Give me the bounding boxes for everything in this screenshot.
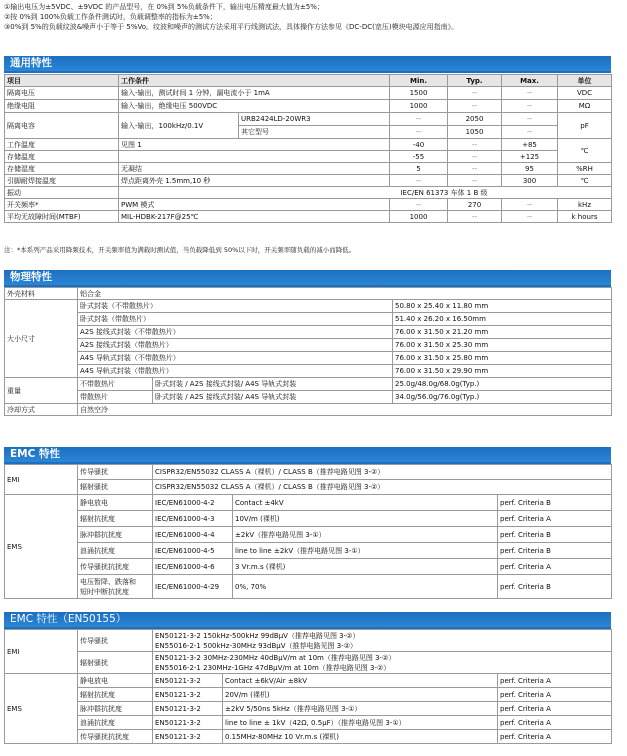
row-unit: ℃ bbox=[558, 139, 612, 163]
row-condition: IEC/EN 61373 车体 1 B 级 bbox=[119, 187, 612, 199]
table-row bbox=[5, 211, 612, 223]
table-row bbox=[5, 339, 612, 352]
emi-test: 辐射骚扰 bbox=[78, 652, 153, 674]
ems-standard: IEC/EN61000-4-4 bbox=[153, 527, 233, 543]
dip-label-line1: 电压暂降、跌落和 bbox=[80, 577, 136, 586]
ems-test: 脉冲群抗扰度 bbox=[78, 527, 153, 543]
ems-level: 3 Vr.m.s (裸机) bbox=[233, 559, 498, 575]
row-item: 开关频率* bbox=[5, 199, 119, 211]
row-min: -40 bbox=[390, 139, 448, 151]
ems-standard: IEC/EN61000-4-29 bbox=[153, 575, 233, 599]
weight-package: 卧式封装 / A2S 接线式封装/ A4S 导轨式封装 bbox=[153, 378, 393, 391]
ems-criteria: perf. Criteria A bbox=[498, 730, 612, 744]
general-table bbox=[4, 74, 612, 223]
general-divider bbox=[4, 71, 611, 73]
row-item: 引脚耐焊接温度 bbox=[5, 175, 119, 187]
ems-criteria: perf. Criteria A bbox=[498, 716, 612, 730]
table-row bbox=[5, 730, 612, 744]
header-item: 项目 bbox=[5, 75, 119, 87]
ems-label: EMS bbox=[5, 495, 78, 599]
table-row bbox=[5, 326, 612, 339]
ems-criteria: perf. Criteria A bbox=[498, 559, 612, 575]
ems-standard: EN50121-3-2 bbox=[153, 702, 223, 716]
ems-criteria: perf. Criteria A bbox=[498, 702, 612, 716]
ems-test bbox=[78, 575, 153, 599]
table-row bbox=[5, 511, 612, 527]
row-unit: kHz bbox=[558, 199, 612, 211]
header-condition: 工作条件 bbox=[119, 75, 390, 87]
weight-variant: 带散热片 bbox=[78, 391, 153, 404]
table-header bbox=[5, 75, 612, 87]
row-item: 振动 bbox=[5, 187, 119, 199]
header-typ: Typ. bbox=[448, 75, 502, 87]
ems-standard: EN50121-3-2 bbox=[153, 730, 223, 744]
row-max: -- bbox=[502, 211, 558, 223]
row-condition: 输入-输出，绝缘电压 500VDC bbox=[119, 100, 390, 113]
row-subcondition: URB2424LD-20WR3 bbox=[239, 113, 390, 126]
shell-label: 外壳材料 bbox=[5, 288, 78, 300]
ems-test: 静电放电 bbox=[78, 495, 153, 511]
row-typ: -- bbox=[448, 139, 502, 151]
ems-level: Contact ±4kV bbox=[233, 495, 498, 511]
physical-table bbox=[4, 287, 612, 416]
table-row bbox=[5, 559, 612, 575]
row-unit: pF bbox=[558, 113, 612, 139]
ems-standard: IEC/EN61000-4-6 bbox=[153, 559, 233, 575]
ems-standard: EN50121-3-2 bbox=[153, 688, 223, 702]
size-value: 76.00 x 31.50 x 25.30 mm bbox=[393, 339, 612, 352]
row-condition: 见图 1 bbox=[119, 139, 390, 151]
row-unit: ℃ bbox=[558, 175, 612, 187]
table-row bbox=[5, 163, 612, 175]
row-typ: 270 bbox=[448, 199, 502, 211]
general-section-title: 通用特性 bbox=[4, 56, 611, 71]
weight-label: 重量 bbox=[5, 378, 78, 404]
table-row bbox=[5, 391, 612, 404]
row-typ: -- bbox=[448, 175, 502, 187]
emi-spec bbox=[153, 652, 612, 674]
table-row bbox=[5, 674, 612, 688]
table-row bbox=[5, 199, 612, 211]
size-package: 卧式封装（带散热片） bbox=[78, 313, 393, 326]
row-typ: -- bbox=[448, 151, 502, 163]
row-item: 工作温度 bbox=[5, 139, 119, 151]
row-max: 95 bbox=[502, 163, 558, 175]
ems-level: ±2kV（推荐电路见图 3-①） bbox=[233, 527, 498, 543]
table-row bbox=[5, 139, 612, 151]
header-max: Max. bbox=[502, 75, 558, 87]
table-row bbox=[5, 702, 612, 716]
row-min: 5 bbox=[390, 163, 448, 175]
ems-test: 传导骚扰抗扰度 bbox=[78, 730, 153, 744]
row-condition: 无凝结 bbox=[119, 163, 390, 175]
ems-standard: IEC/EN61000-4-2 bbox=[153, 495, 233, 511]
row-max: +125 bbox=[502, 151, 558, 163]
row-unit: MΩ bbox=[558, 100, 612, 113]
emi-label: EMI bbox=[5, 465, 78, 495]
ems-level: line to line ± 1kV（42Ω, 0.5μF）（推荐电路见图 3-①） bbox=[223, 716, 498, 730]
emi-spec-line2: EN55016-2-1 500kHz-30MHz 93dBμV（推荐电路见图 3-②） bbox=[155, 641, 357, 650]
ems-test: 辐射抗扰度 bbox=[78, 688, 153, 702]
size-value: 76.00 x 31.50 x 29.90 mm bbox=[393, 365, 612, 378]
table-row bbox=[5, 300, 612, 313]
row-condition: 输入-输出，测试时间 1 分钟，漏电流小于 1mA bbox=[119, 87, 390, 100]
row-min: 1500 bbox=[390, 87, 448, 100]
table-row bbox=[5, 151, 612, 163]
ems-criteria: perf. Criteria B bbox=[498, 543, 612, 559]
size-package: A4S 导轨式封装（不带散热片） bbox=[78, 352, 393, 365]
row-item: 隔离电压 bbox=[5, 87, 119, 100]
ems-standard: EN50121-3-2 bbox=[153, 716, 223, 730]
ems-test: 传导骚扰抗扰度 bbox=[78, 559, 153, 575]
ems-test: 辐射抗扰度 bbox=[78, 511, 153, 527]
row-item: 存储湿度 bbox=[5, 163, 119, 175]
dip-label-line2: 短时中断抗扰度 bbox=[80, 587, 129, 596]
table-row bbox=[5, 113, 612, 126]
table-row bbox=[5, 175, 612, 187]
table-row bbox=[5, 688, 612, 702]
size-package: 卧式封装（不带散热片） bbox=[78, 300, 393, 313]
ems-level: 0.15MHz-80MHz 10 Vr.m.s (裸机) bbox=[223, 730, 498, 744]
size-package: A4S 导轨式封装（带散热片） bbox=[78, 365, 393, 378]
table-row bbox=[5, 378, 612, 391]
ems-standard: IEC/EN61000-4-3 bbox=[153, 511, 233, 527]
table-row bbox=[5, 288, 612, 300]
row-min: 1000 bbox=[390, 100, 448, 113]
ems-standard: IEC/EN61000-4-5 bbox=[153, 543, 233, 559]
row-item: 绝缘电阻 bbox=[5, 100, 119, 113]
table-row bbox=[5, 716, 612, 730]
emi-spec-line1: EN50121-3-2 150kHz-500kHz 99dBμV（推荐电路见图 3-②） bbox=[155, 631, 360, 640]
emi-spec: CISPR32/EN55032 CLASS A（裸机）/ CLASS B（推荐电路见图 3-②） bbox=[153, 480, 612, 495]
header-min: Min. bbox=[390, 75, 448, 87]
ems-test: 浪涌抗扰度 bbox=[78, 543, 153, 559]
row-typ: -- bbox=[448, 163, 502, 175]
row-min: -- bbox=[390, 113, 448, 126]
row-item: 隔离电容 bbox=[5, 113, 119, 139]
row-max: -- bbox=[502, 113, 558, 126]
table-row bbox=[5, 630, 612, 652]
row-max: -- bbox=[502, 199, 558, 211]
row-typ: -- bbox=[448, 211, 502, 223]
table-row bbox=[5, 100, 612, 113]
emc50155-table bbox=[4, 629, 612, 744]
general-footnote: 注：*本系列产品采用降频技术，开关频率值为满载时测试值，当负载降低到 50%以下时，开关频率随负载的减小而降低。 bbox=[4, 246, 356, 254]
row-typ: -- bbox=[448, 100, 502, 113]
ems-criteria: perf. Criteria A bbox=[498, 511, 612, 527]
ems-standard: EN50121-3-2 bbox=[153, 674, 223, 688]
row-item: 存储温度 bbox=[5, 151, 119, 163]
emi-spec-line1: EN50121-3-2 30MHz-230MHz 40dBμV/m at 10m（推荐电路见图 3-②） bbox=[155, 653, 396, 662]
table-row bbox=[5, 543, 612, 559]
table-row bbox=[5, 87, 612, 100]
table-row bbox=[5, 365, 612, 378]
row-subcondition: 其它型号 bbox=[239, 126, 390, 139]
table-row bbox=[5, 313, 612, 326]
emi-test: 传导骚扰 bbox=[78, 630, 153, 652]
row-max: -- bbox=[502, 100, 558, 113]
ems-test: 脉冲群抗扰度 bbox=[78, 702, 153, 716]
table-row bbox=[5, 404, 612, 416]
cooling-value: 自然空冷 bbox=[78, 404, 612, 416]
emi-spec-line2: EN55016-2-1 230MHz-1GHz 47dBμV/m at 10m（推荐电路见图 3-②） bbox=[155, 663, 391, 672]
row-typ: -- bbox=[448, 87, 502, 100]
size-value: 76.00 x 31.50 x 21.20 mm bbox=[393, 326, 612, 339]
row-typ: 2050 bbox=[448, 113, 502, 126]
notes bbox=[4, 2, 622, 32]
table-row bbox=[5, 480, 612, 495]
shell-value: 铝合金 bbox=[78, 288, 612, 300]
row-max: +85 bbox=[502, 139, 558, 151]
cooling-label: 冷却方式 bbox=[5, 404, 78, 416]
ems-level: 0%, 70% bbox=[233, 575, 498, 599]
emc-section-title: EMC 特性 bbox=[4, 447, 611, 462]
emi-test: 辐射骚扰 bbox=[78, 480, 153, 495]
ems-criteria: perf. Criteria A bbox=[498, 688, 612, 702]
emi-spec bbox=[153, 630, 612, 652]
table-row bbox=[5, 465, 612, 480]
row-condition bbox=[119, 151, 390, 163]
row-condition: PWM 模式 bbox=[119, 199, 390, 211]
row-min: -- bbox=[390, 126, 448, 139]
ems-criteria: perf. Criteria B bbox=[498, 527, 612, 543]
note-3: ③0%到 5%的负载纹波&噪声小于等于 5%Vo。纹波和噪声的测试方法采用平行线测试法，具体操作方法参见《DC-DC(宽压)模块电源应用指南》。 bbox=[4, 23, 459, 31]
size-value: 50.80 x 25.40 x 11.80 mm bbox=[393, 300, 612, 313]
weight-value: 25.0g/48.0g/68.0g(Typ.) bbox=[393, 378, 612, 391]
row-min: -55 bbox=[390, 151, 448, 163]
row-item: 平均无故障时间(MTBF) bbox=[5, 211, 119, 223]
note-2: ②按 0%到 100%负载工作条件测试时，负载调整率的指标为±5%； bbox=[4, 13, 217, 21]
row-max: -- bbox=[502, 126, 558, 139]
row-max: -- bbox=[502, 87, 558, 100]
row-min: -- bbox=[390, 175, 448, 187]
row-condition: 焊点距离外壳 1.5mm,10 秒 bbox=[119, 175, 390, 187]
table-row bbox=[5, 352, 612, 365]
table-row bbox=[5, 527, 612, 543]
size-label: 大小尺寸 bbox=[5, 300, 78, 378]
row-min: 1000 bbox=[390, 211, 448, 223]
ems-level: 20V/m (裸机) bbox=[223, 688, 498, 702]
row-unit: %RH bbox=[558, 163, 612, 175]
table-row bbox=[5, 652, 612, 674]
ems-level: line to line ±2kV（推荐电路见图 3-①） bbox=[233, 543, 498, 559]
row-max: 300 bbox=[502, 175, 558, 187]
ems-criteria: perf. Criteria A bbox=[498, 674, 612, 688]
ems-criteria: perf. Criteria B bbox=[498, 575, 612, 599]
row-condition: 输入-输出，100kHz/0.1V bbox=[119, 113, 239, 139]
row-unit: VDC bbox=[558, 87, 612, 100]
ems-label: EMS bbox=[5, 674, 78, 744]
table-row bbox=[5, 575, 612, 599]
row-condition: MIL-HDBK-217F@25℃ bbox=[119, 211, 390, 223]
emc-table bbox=[4, 464, 612, 599]
size-value: 51.40 x 26.20 x 16.50mm bbox=[393, 313, 612, 326]
size-package: A2S 接线式封装（不带散热片） bbox=[78, 326, 393, 339]
ems-test: 浪涌抗扰度 bbox=[78, 716, 153, 730]
row-min: -- bbox=[390, 199, 448, 211]
table-row bbox=[5, 495, 612, 511]
row-typ: 1050 bbox=[448, 126, 502, 139]
ems-level: Contact ±6kV/Air ±8kV bbox=[223, 674, 498, 688]
weight-value: 34.0g/56.0g/76.0g(Typ.) bbox=[393, 391, 612, 404]
physical-section-title: 物理特性 bbox=[4, 270, 611, 285]
weight-variant: 不带散热片 bbox=[78, 378, 153, 391]
row-unit: k hours bbox=[558, 211, 612, 223]
weight-package: 卧式封装 / A2S 接线式封装/ A4S 导轨式封装 bbox=[153, 391, 393, 404]
header-unit: 单位 bbox=[558, 75, 612, 87]
emi-spec: CISPR32/EN55032 CLASS A（裸机）/ CLASS B（推荐电路见图 3-②） bbox=[153, 465, 612, 480]
size-value: 76.00 x 31.50 x 25.80 mm bbox=[393, 352, 612, 365]
emi-test: 传导骚扰 bbox=[78, 465, 153, 480]
ems-level: ±2kV 5/50ns 5kHz（推荐电路见图 3-①） bbox=[223, 702, 498, 716]
emi-label: EMI bbox=[5, 630, 78, 674]
note-1: ①输出电压为±5VDC、±9VDC 的产品型号，在 0%到 5%负载条件下，输出电压精度最大值为±5%； bbox=[4, 3, 324, 11]
ems-test: 静电放电 bbox=[78, 674, 153, 688]
ems-criteria: perf. Criteria B bbox=[498, 495, 612, 511]
table-row bbox=[5, 187, 612, 199]
size-package: A2S 接线式封装（带散热片） bbox=[78, 339, 393, 352]
emc50155-section-title: EMC 特性（EN50155） bbox=[4, 612, 611, 627]
ems-level: 10V/m (裸机) bbox=[233, 511, 498, 527]
